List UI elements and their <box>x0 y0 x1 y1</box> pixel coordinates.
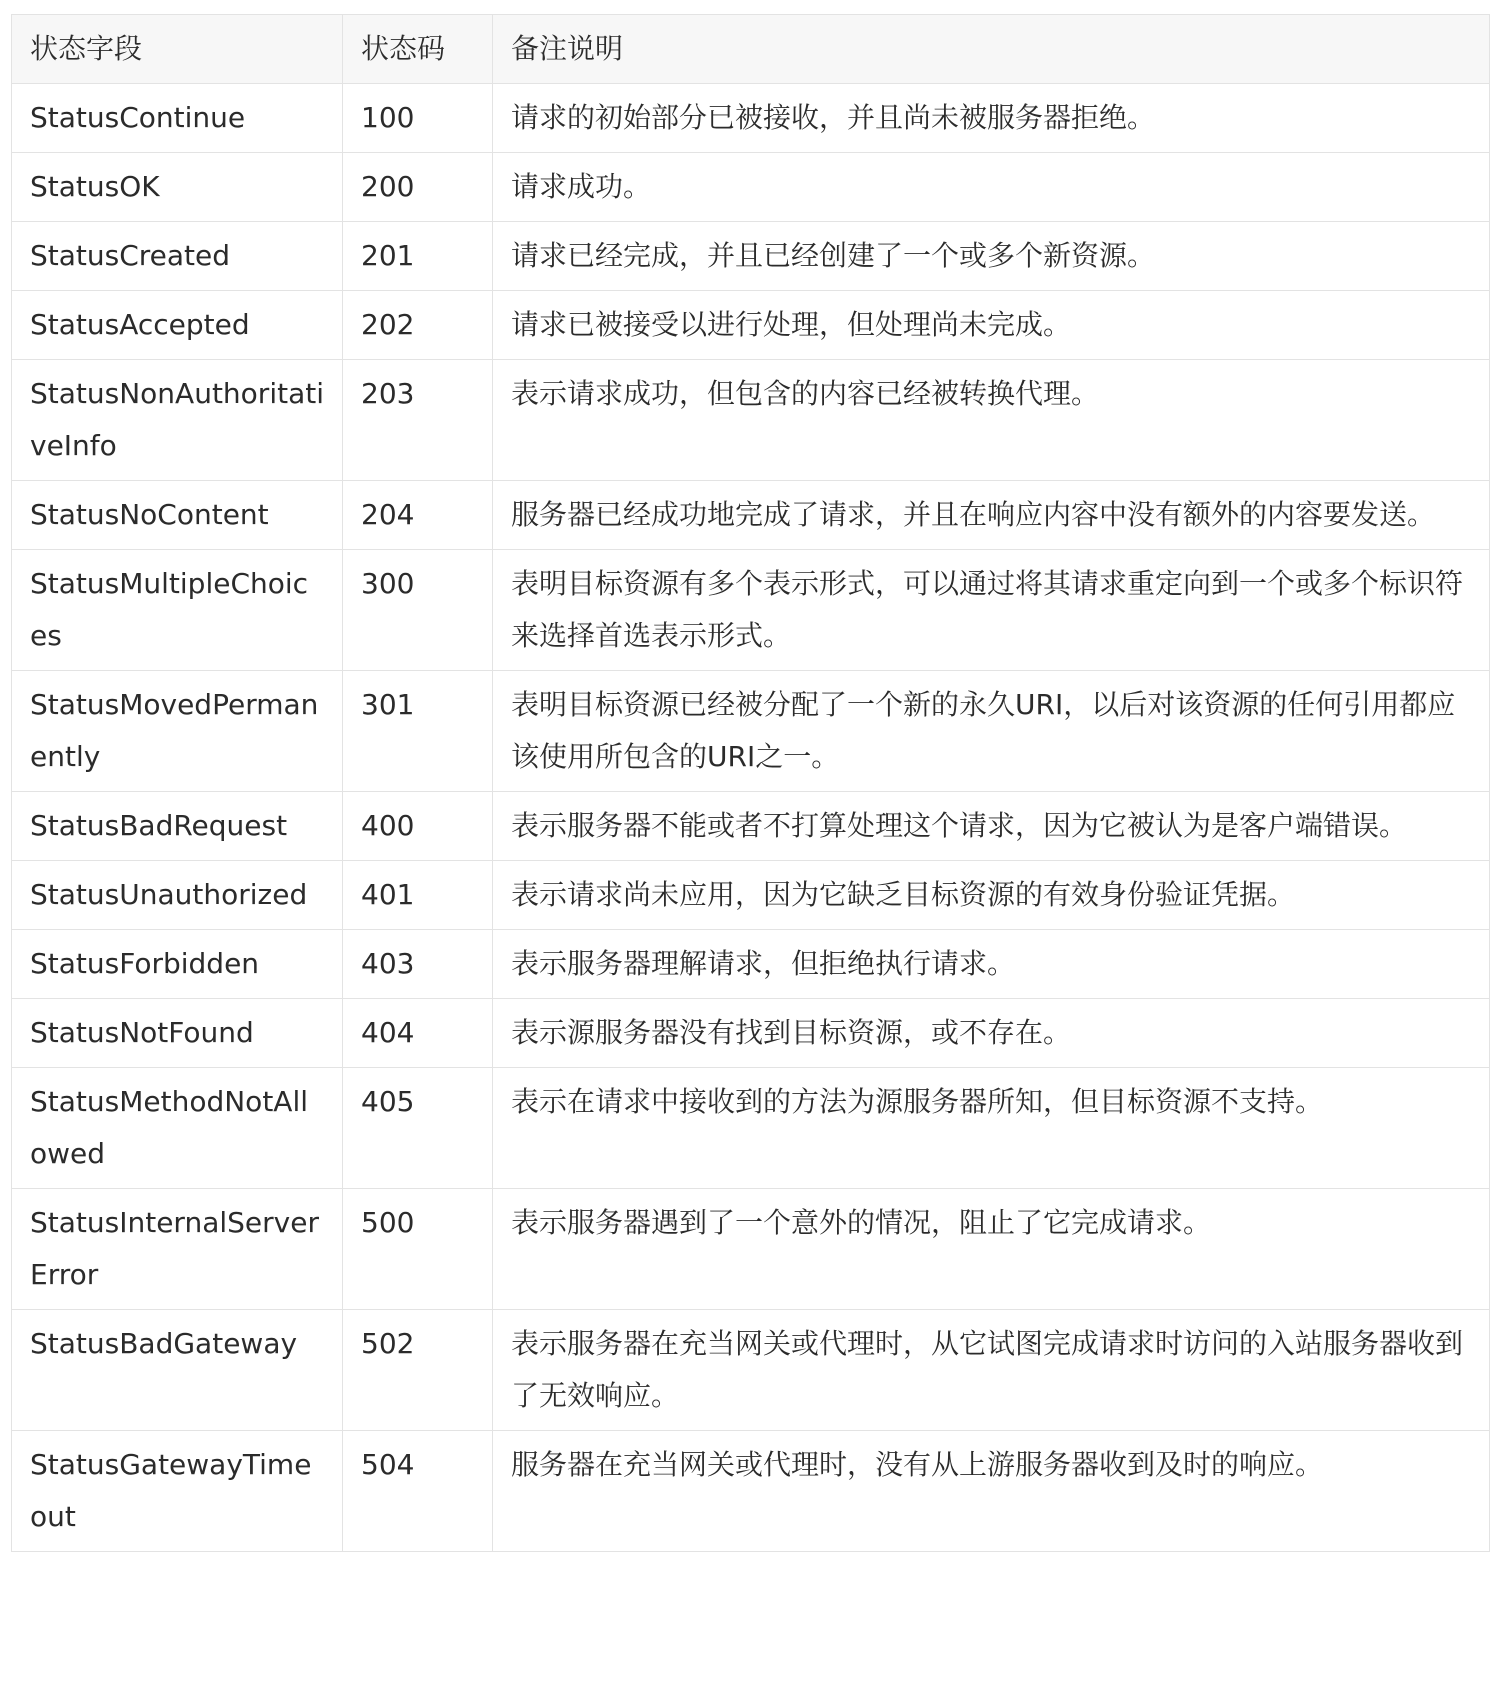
table-row <box>12 930 1490 999</box>
cell-status-field: StatusGatewayTimeout <box>12 1431 343 1552</box>
header-status-field: 状态字段 <box>12 15 343 84</box>
cell-status-code: 202 <box>343 291 493 360</box>
cell-status-field: StatusAccepted <box>12 291 343 360</box>
table-row <box>12 1068 1490 1189</box>
cell-note: 表示请求尚未应用，因为它缺乏目标资源的有效身份验证凭据。 <box>493 861 1490 930</box>
cell-note: 表示服务器在充当网关或代理时，从它试图完成请求时访问的入站服务器收到了无效响应。 <box>493 1310 1490 1431</box>
cell-status-code: 401 <box>343 861 493 930</box>
cell-status-field: StatusMovedPermanently <box>12 671 343 792</box>
cell-status-code: 403 <box>343 930 493 999</box>
cell-status-code: 500 <box>343 1189 493 1310</box>
table-body <box>12 84 1490 1552</box>
table-row <box>12 481 1490 550</box>
cell-status-code: 301 <box>343 671 493 792</box>
table-row <box>12 861 1490 930</box>
cell-status-field: StatusMultipleChoices <box>12 550 343 671</box>
cell-status-field: StatusUnauthorized <box>12 861 343 930</box>
cell-status-code: 203 <box>343 360 493 481</box>
cell-status-field: StatusNotFound <box>12 999 343 1068</box>
status-code-table-container <box>11 14 1489 1552</box>
cell-status-field: StatusNonAuthoritativeInfo <box>12 360 343 481</box>
table-row <box>12 153 1490 222</box>
header-note: 备注说明 <box>493 15 1490 84</box>
table-row <box>12 360 1490 481</box>
table-row <box>12 291 1490 360</box>
cell-status-code: 400 <box>343 792 493 861</box>
header-row <box>12 15 1490 84</box>
cell-note: 表示服务器遇到了一个意外的情况，阻止了它完成请求。 <box>493 1189 1490 1310</box>
status-code-table <box>11 14 1490 1552</box>
table-row <box>12 671 1490 792</box>
cell-status-code: 100 <box>343 84 493 153</box>
cell-status-field: StatusOK <box>12 153 343 222</box>
cell-note: 表明目标资源已经被分配了一个新的永久URI，以后对该资源的任何引用都应该使用所包含的URI之一。 <box>493 671 1490 792</box>
table-header <box>12 15 1490 84</box>
cell-note: 服务器在充当网关或代理时，没有从上游服务器收到及时的响应。 <box>493 1431 1490 1552</box>
table-row <box>12 1310 1490 1431</box>
cell-note: 请求已被接受以进行处理，但处理尚未完成。 <box>493 291 1490 360</box>
cell-status-code: 404 <box>343 999 493 1068</box>
table-row <box>12 999 1490 1068</box>
cell-status-field: StatusBadGateway <box>12 1310 343 1431</box>
cell-status-code: 504 <box>343 1431 493 1552</box>
cell-note: 表示服务器不能或者不打算处理这个请求，因为它被认为是客户端错误。 <box>493 792 1490 861</box>
cell-status-code: 204 <box>343 481 493 550</box>
cell-status-field: StatusMethodNotAllowed <box>12 1068 343 1189</box>
cell-note: 请求已经完成，并且已经创建了一个或多个新资源。 <box>493 222 1490 291</box>
table-row <box>12 1189 1490 1310</box>
cell-status-field: StatusContinue <box>12 84 343 153</box>
cell-note: 请求的初始部分已被接收，并且尚未被服务器拒绝。 <box>493 84 1490 153</box>
cell-status-code: 201 <box>343 222 493 291</box>
cell-status-field: StatusCreated <box>12 222 343 291</box>
table-row <box>12 1431 1490 1552</box>
cell-status-code: 405 <box>343 1068 493 1189</box>
cell-note: 表示在请求中接收到的方法为源服务器所知，但目标资源不支持。 <box>493 1068 1490 1189</box>
cell-status-field: StatusBadRequest <box>12 792 343 861</box>
cell-note: 请求成功。 <box>493 153 1490 222</box>
table-row <box>12 84 1490 153</box>
cell-note: 表示源服务器没有找到目标资源，或不存在。 <box>493 999 1490 1068</box>
cell-status-field: StatusNoContent <box>12 481 343 550</box>
table-row <box>12 222 1490 291</box>
table-row <box>12 550 1490 671</box>
cell-status-field: StatusInternalServerError <box>12 1189 343 1310</box>
cell-note: 表示请求成功，但包含的内容已经被转换代理。 <box>493 360 1490 481</box>
cell-status-code: 502 <box>343 1310 493 1431</box>
cell-status-code: 200 <box>343 153 493 222</box>
cell-note: 表示服务器理解请求，但拒绝执行请求。 <box>493 930 1490 999</box>
cell-note: 表明目标资源有多个表示形式，可以通过将其请求重定向到一个或多个标识符来选择首选表示形式。 <box>493 550 1490 671</box>
header-status-code: 状态码 <box>343 15 493 84</box>
table-row <box>12 792 1490 861</box>
cell-note: 服务器已经成功地完成了请求，并且在响应内容中没有额外的内容要发送。 <box>493 481 1490 550</box>
cell-status-code: 300 <box>343 550 493 671</box>
cell-status-field: StatusForbidden <box>12 930 343 999</box>
